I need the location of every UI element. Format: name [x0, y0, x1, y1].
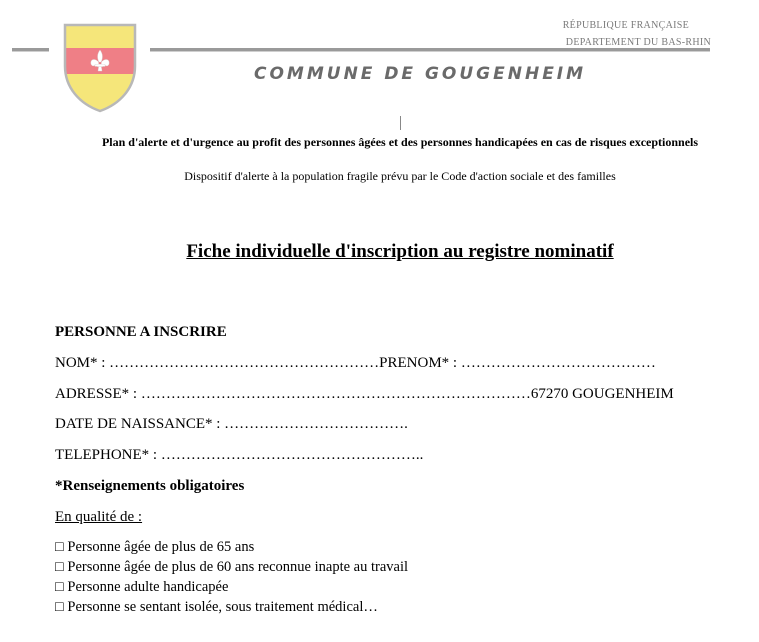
plan-subtitle: Dispositif d'alerte à la population fragile prévu par le Code d'action sociale et des familles — [184, 169, 616, 183]
nom-prenom-field[interactable]: NOM* : ………………………………………………PRENOM* : ………………………………… — [55, 355, 656, 371]
text-cursor-mark — [400, 116, 401, 130]
option-adulte-handicapee[interactable]: □ Personne adulte handicapée — [55, 579, 229, 595]
plan-title: Plan d'alerte et d'urgence au profit des personnes âgées et des personnes handicapées en cas de risques exceptionnels — [101, 135, 699, 149]
option-plus-65[interactable]: □ Personne âgée de plus de 65 ans — [55, 539, 255, 555]
required-note: *Renseignements obligatoires — [55, 478, 245, 494]
date-naissance-field[interactable]: DATE DE NAISSANCE* : ………………………………. — [55, 416, 408, 432]
fleur-de-lis-shield-icon — [62, 22, 138, 114]
republique-francaise-label: RÉPUBLIQUE FRANÇAISE — [562, 20, 689, 31]
qualite-label: En qualité de : — [55, 509, 143, 525]
option-isolee[interactable]: □ Personne se sentant isolée, sous traitement médical… — [55, 599, 378, 615]
option-plus-60-inapte[interactable]: □ Personne âgée de plus de 60 ans reconnue inapte au travail — [55, 559, 409, 575]
commune-title: COMMUNE DE GOUGENHEIM — [254, 64, 587, 84]
header-rule-right — [150, 48, 710, 52]
form-title: Fiche individuelle d'inscription au registre nominatif — [186, 241, 614, 262]
adresse-field[interactable]: ADRESSE* : ……………………………………………………………………67270 GOUGENHEIM — [55, 386, 674, 402]
telephone-field[interactable]: TELEPHONE* : …………………………………………….. — [55, 447, 424, 463]
header-rule-left — [12, 48, 49, 52]
departement-label: DEPARTEMENT DU BAS-RHIN — [565, 37, 711, 48]
section-heading: PERSONNE A INSCRIRE — [55, 324, 227, 340]
